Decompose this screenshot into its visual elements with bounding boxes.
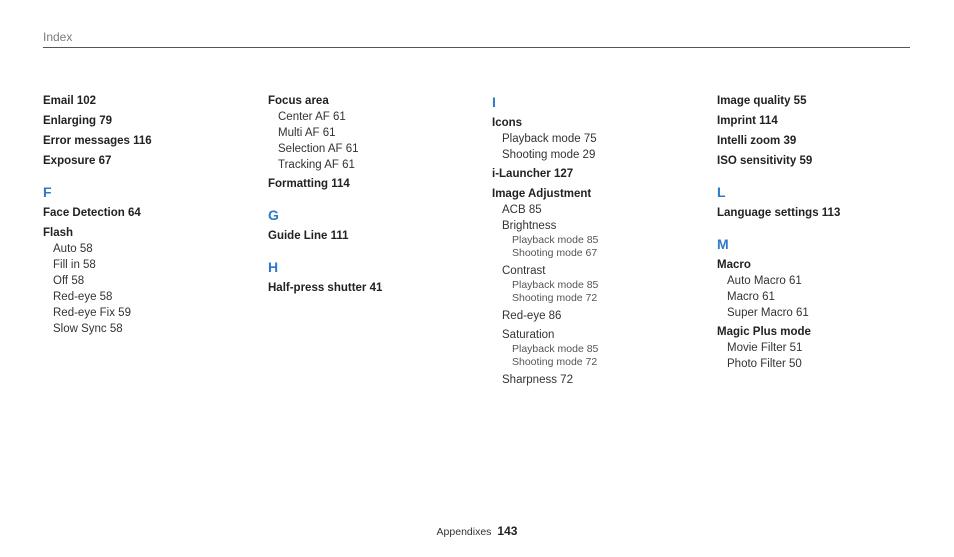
- entry-icons: Icons: [492, 117, 523, 129]
- index-column-4: [717, 93, 937, 372]
- index-column-3: [492, 93, 712, 388]
- subentry-tracking-af: Tracking AF 61: [278, 159, 355, 171]
- index-column-2: [268, 93, 488, 296]
- subentry-flash-slow-sync: Slow Sync 58: [53, 323, 123, 335]
- subentry-red-eye: Red-eye 86: [502, 310, 562, 322]
- entry-intelli-zoom: Intelli zoom 39: [717, 135, 797, 147]
- letter-heading-h: H: [268, 259, 279, 275]
- subentry-flash-off: Off 58: [53, 275, 85, 287]
- subentry-multi-af: Multi AF 61: [278, 127, 336, 139]
- running-header: Index: [43, 30, 73, 44]
- subentry-flash-red-eye-fix: Red-eye Fix 59: [53, 307, 131, 319]
- entry-flash: Flash: [43, 227, 74, 239]
- subsubentry-contrast-shooting: Shooting mode 72: [512, 292, 598, 304]
- entry-formatting: Formatting 114: [268, 178, 350, 190]
- subentry-icons-shooting: Shooting mode 29: [502, 149, 596, 161]
- entry-magic-plus-mode: Magic Plus mode: [717, 326, 811, 338]
- entry-half-press-shutter: Half-press shutter 41: [268, 282, 383, 294]
- subentry-macro: Macro 61: [727, 291, 775, 303]
- letter-heading-g: G: [268, 207, 279, 223]
- entry-imprint: Imprint 114: [717, 115, 778, 127]
- entry-enlarging: Enlarging 79: [43, 115, 113, 127]
- letter-heading-m: M: [717, 236, 729, 252]
- subentry-center-af: Center AF 61: [278, 111, 346, 123]
- subentry-flash-auto: Auto 58: [53, 243, 93, 255]
- subsubentry-saturation-shooting: Shooting mode 72: [512, 356, 598, 368]
- page-number: 143: [497, 524, 518, 538]
- entry-exposure: Exposure 67: [43, 155, 112, 167]
- subentry-acb: ACB 85: [502, 204, 542, 216]
- subentry-flash-fill-in: Fill in 58: [53, 259, 96, 271]
- letter-heading-i: I: [492, 94, 496, 110]
- subsubentry-saturation-playback: Playback mode 85: [512, 343, 599, 355]
- subentry-selection-af: Selection AF 61: [278, 143, 359, 155]
- subentry-flash-red-eye: Red-eye 58: [53, 291, 113, 303]
- entry-language-settings: Language settings 113: [717, 207, 841, 219]
- entry-image-quality: Image quality 55: [717, 95, 807, 107]
- subentry-contrast: Contrast: [502, 265, 546, 277]
- header-rule: [43, 47, 910, 48]
- entry-i-launcher: i-Launcher 127: [492, 168, 574, 180]
- letter-heading-f: F: [43, 184, 52, 200]
- subsubentry-brightness-playback: Playback mode 85: [512, 234, 599, 246]
- subentry-super-macro: Super Macro 61: [727, 307, 809, 319]
- entry-error-messages: Error messages 116: [43, 135, 152, 147]
- subentry-auto-macro: Auto Macro 61: [727, 275, 802, 287]
- page-footer: [0, 524, 954, 538]
- subentry-brightness: Brightness: [502, 220, 557, 232]
- letter-heading-l: L: [717, 184, 726, 200]
- entry-macro: Macro: [717, 259, 751, 271]
- entry-email: Email 102: [43, 95, 97, 107]
- subentry-sharpness: Sharpness 72: [502, 374, 573, 386]
- subentry-icons-playback: Playback mode 75: [502, 133, 597, 145]
- entry-image-adjustment: Image Adjustment: [492, 188, 592, 200]
- subsubentry-contrast-playback: Playback mode 85: [512, 279, 599, 291]
- footer-section: Appendixes: [436, 526, 492, 538]
- subsubentry-brightness-shooting: Shooting mode 67: [512, 247, 598, 259]
- subentry-movie-filter: Movie Filter 51: [727, 342, 803, 354]
- subentry-saturation: Saturation: [502, 329, 555, 341]
- index-column-1: [43, 93, 263, 337]
- entry-iso-sensitivity: ISO sensitivity 59: [717, 155, 813, 167]
- entry-guide-line: Guide Line 111: [268, 230, 349, 242]
- entry-face-detection: Face Detection 64: [43, 207, 141, 219]
- entry-focus-area: Focus area: [268, 95, 329, 107]
- subentry-photo-filter: Photo Filter 50: [727, 358, 802, 370]
